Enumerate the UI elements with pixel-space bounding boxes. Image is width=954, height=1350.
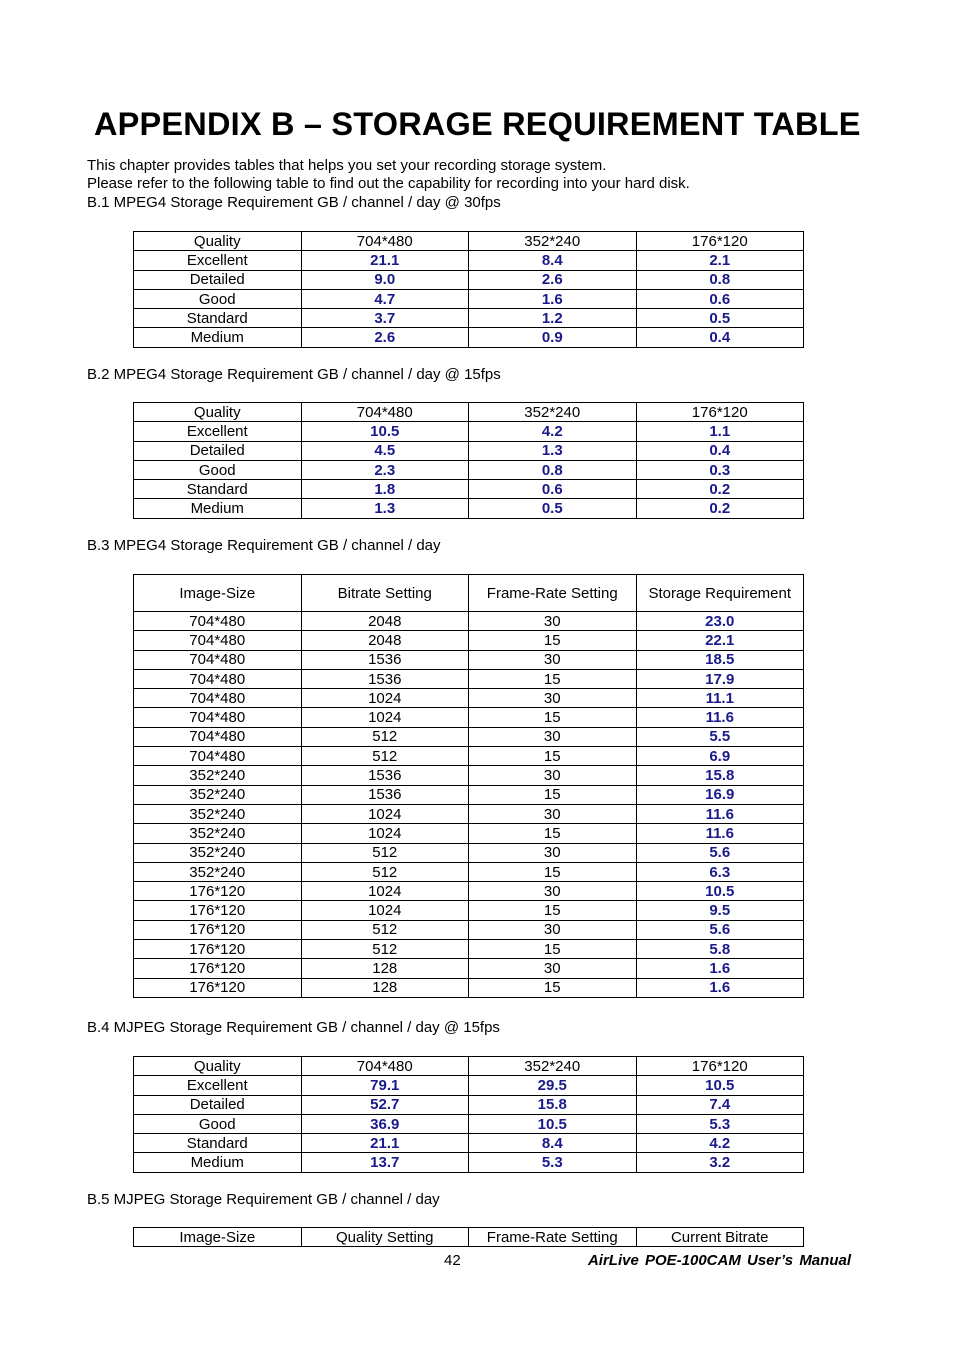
column-header: 704*480 [301, 232, 469, 251]
section-caption-b1: B.1 MPEG4 Storage Requirement GB / channel / day @ 30fps [87, 194, 501, 211]
value-cell: 21.1 [301, 251, 469, 270]
label-cell: Detailed [134, 1095, 302, 1114]
table-header-row [134, 403, 804, 422]
value-cell: 10.5 [636, 1076, 804, 1095]
value-cell: 0.5 [636, 309, 804, 328]
label-cell: Standard [134, 309, 302, 328]
intro-text [87, 157, 690, 194]
table-row [134, 804, 804, 823]
label-cell: 512 [301, 920, 469, 939]
value-cell: 1.6 [469, 289, 637, 308]
intro-line: This chapter provides tables that helps you set your recording storage system. [87, 157, 607, 174]
label-cell: Detailed [134, 441, 302, 460]
label-cell: 704*480 [134, 689, 302, 708]
page-number: 42 [444, 1252, 461, 1269]
value-cell: 79.1 [301, 1076, 469, 1095]
table-row [134, 441, 804, 460]
value-cell: 10.5 [469, 1114, 637, 1133]
intro-line: Please refer to the following table to find out the capability for recording into your hard disk. [87, 175, 690, 193]
value-cell: 10.5 [301, 422, 469, 441]
table-b4 [133, 1056, 804, 1173]
table-header-row [134, 575, 804, 612]
value-cell: 22.1 [636, 631, 804, 650]
label-cell: 176*120 [134, 920, 302, 939]
label-cell: 1024 [301, 901, 469, 920]
label-cell: 128 [301, 959, 469, 978]
label-cell: 704*480 [134, 669, 302, 688]
manual-title: AirLive POE-100CAM User’s Manual [587, 1252, 851, 1269]
table-row [134, 689, 804, 708]
column-header: Frame-Rate Setting [469, 575, 637, 612]
value-cell: 11.6 [636, 824, 804, 843]
value-cell: 3.7 [301, 309, 469, 328]
column-header: 176*120 [636, 1057, 804, 1076]
value-cell: 5.3 [636, 1114, 804, 1133]
label-cell: Excellent [134, 422, 302, 441]
label-cell: 1024 [301, 689, 469, 708]
label-cell: 15 [469, 747, 637, 766]
table-row [134, 1134, 804, 1153]
label-cell: 1536 [301, 669, 469, 688]
value-cell: 2.3 [301, 460, 469, 479]
value-cell: 0.4 [636, 441, 804, 460]
value-cell: 6.3 [636, 862, 804, 881]
value-cell: 0.8 [636, 270, 804, 289]
value-cell: 0.8 [469, 460, 637, 479]
label-cell: 1024 [301, 804, 469, 823]
table-row [134, 882, 804, 901]
label-cell: 512 [301, 862, 469, 881]
table-row [134, 785, 804, 804]
label-cell: 704*480 [134, 708, 302, 727]
label-cell: 704*480 [134, 612, 302, 631]
label-cell: 512 [301, 747, 469, 766]
column-header: 352*240 [469, 403, 637, 422]
section-caption-b5: B.5 MJPEG Storage Requirement GB / channel / day [87, 1191, 440, 1208]
table-row [134, 959, 804, 978]
label-cell: 2048 [301, 612, 469, 631]
column-header: Bitrate Setting [301, 575, 469, 612]
column-header: 704*480 [301, 403, 469, 422]
table-row [134, 251, 804, 270]
section-caption-b4: B.4 MJPEG Storage Requirement GB / channel / day @ 15fps [87, 1019, 500, 1036]
value-cell: 4.5 [301, 441, 469, 460]
label-cell: 1536 [301, 650, 469, 669]
table-row [134, 978, 804, 997]
table-b5 [133, 1227, 804, 1247]
table-row [134, 901, 804, 920]
label-cell: 176*120 [134, 882, 302, 901]
value-cell: 5.8 [636, 940, 804, 959]
value-cell: 3.2 [636, 1153, 804, 1172]
label-cell: 15 [469, 631, 637, 650]
value-cell: 7.4 [636, 1095, 804, 1114]
column-header: 176*120 [636, 403, 804, 422]
label-cell: 15 [469, 669, 637, 688]
label-cell: 1536 [301, 785, 469, 804]
label-cell: 15 [469, 708, 637, 727]
value-cell: 4.7 [301, 289, 469, 308]
table-b3 [133, 574, 804, 998]
label-cell: Good [134, 460, 302, 479]
label-cell: 30 [469, 882, 637, 901]
value-cell: 2.6 [301, 328, 469, 347]
value-cell: 11.6 [636, 804, 804, 823]
label-cell: 30 [469, 650, 637, 669]
value-cell: 0.6 [469, 480, 637, 499]
column-header: 352*240 [469, 232, 637, 251]
label-cell: 176*120 [134, 959, 302, 978]
label-cell: 176*120 [134, 901, 302, 920]
table-row [134, 270, 804, 289]
label-cell: 30 [469, 727, 637, 746]
table-row [134, 309, 804, 328]
label-cell: 30 [469, 689, 637, 708]
column-header: Image-Size [134, 575, 302, 612]
label-cell: 2048 [301, 631, 469, 650]
value-cell: 13.7 [301, 1153, 469, 1172]
value-cell: 1.8 [301, 480, 469, 499]
table-row [134, 460, 804, 479]
value-cell: 1.2 [469, 309, 637, 328]
value-cell: 0.3 [636, 460, 804, 479]
label-cell: Good [134, 289, 302, 308]
table-row [134, 1153, 804, 1172]
label-cell: Standard [134, 1134, 302, 1153]
value-cell: 5.6 [636, 920, 804, 939]
table-row [134, 843, 804, 862]
value-cell: 1.6 [636, 959, 804, 978]
table-header-row [134, 1057, 804, 1076]
value-cell: 18.5 [636, 650, 804, 669]
label-cell: Medium [134, 499, 302, 518]
value-cell: 16.9 [636, 785, 804, 804]
table-row [134, 612, 804, 631]
value-cell: 0.4 [636, 328, 804, 347]
value-cell: 0.5 [469, 499, 637, 518]
value-cell: 23.0 [636, 612, 804, 631]
value-cell: 6.9 [636, 747, 804, 766]
table-b2 [133, 402, 804, 519]
label-cell: 352*240 [134, 843, 302, 862]
table-row [134, 862, 804, 881]
column-header: Frame-Rate Setting [469, 1228, 637, 1247]
value-cell: 36.9 [301, 1114, 469, 1133]
table-row [134, 328, 804, 347]
label-cell: 352*240 [134, 766, 302, 785]
label-cell: 15 [469, 785, 637, 804]
value-cell: 2.6 [469, 270, 637, 289]
value-cell: 15.8 [469, 1095, 637, 1114]
value-cell: 1.3 [469, 441, 637, 460]
label-cell: 30 [469, 766, 637, 785]
label-cell: Medium [134, 328, 302, 347]
label-cell: 352*240 [134, 804, 302, 823]
section-caption-b2: B.2 MPEG4 Storage Requirement GB / channel / day @ 15fps [87, 366, 501, 383]
label-cell: 1024 [301, 882, 469, 901]
value-cell: 2.1 [636, 251, 804, 270]
column-header: Quality [134, 403, 302, 422]
label-cell: Medium [134, 1153, 302, 1172]
column-header: Quality [134, 1057, 302, 1076]
value-cell: 4.2 [636, 1134, 804, 1153]
table-row [134, 669, 804, 688]
value-cell: 8.4 [469, 251, 637, 270]
column-header: 176*120 [636, 232, 804, 251]
label-cell: 30 [469, 959, 637, 978]
table-row [134, 1114, 804, 1133]
table-row [134, 920, 804, 939]
table-row [134, 824, 804, 843]
table-row [134, 766, 804, 785]
label-cell: 15 [469, 901, 637, 920]
table-row [134, 747, 804, 766]
label-cell: 704*480 [134, 631, 302, 650]
label-cell: 15 [469, 978, 637, 997]
value-cell: 15.8 [636, 766, 804, 785]
value-cell: 4.2 [469, 422, 637, 441]
value-cell: 10.5 [636, 882, 804, 901]
table-row [134, 940, 804, 959]
label-cell: 1024 [301, 824, 469, 843]
label-cell: 1024 [301, 708, 469, 727]
table-row [134, 1076, 804, 1095]
value-cell: 17.9 [636, 669, 804, 688]
label-cell: 176*120 [134, 940, 302, 959]
value-cell: 5.6 [636, 843, 804, 862]
value-cell: 1.6 [636, 978, 804, 997]
value-cell: 21.1 [301, 1134, 469, 1153]
table-b1 [133, 231, 804, 348]
column-header: Image-Size [134, 1228, 302, 1247]
table-header-row [134, 232, 804, 251]
label-cell: 30 [469, 920, 637, 939]
table-row [134, 1095, 804, 1114]
table-header-row [134, 1228, 804, 1247]
label-cell: Excellent [134, 1076, 302, 1095]
label-cell: 352*240 [134, 862, 302, 881]
label-cell: 1536 [301, 766, 469, 785]
label-cell: 352*240 [134, 824, 302, 843]
label-cell: 15 [469, 862, 637, 881]
label-cell: 512 [301, 940, 469, 959]
label-cell: 15 [469, 940, 637, 959]
value-cell: 0.2 [636, 499, 804, 518]
label-cell: 704*480 [134, 650, 302, 669]
table-row [134, 480, 804, 499]
label-cell: 512 [301, 727, 469, 746]
label-cell: Excellent [134, 251, 302, 270]
label-cell: 15 [469, 824, 637, 843]
label-cell: 128 [301, 978, 469, 997]
value-cell: 1.1 [636, 422, 804, 441]
table-row [134, 650, 804, 669]
label-cell: 30 [469, 804, 637, 823]
value-cell: 9.5 [636, 901, 804, 920]
column-header: Storage Requirement [636, 575, 804, 612]
value-cell: 0.9 [469, 328, 637, 347]
value-cell: 52.7 [301, 1095, 469, 1114]
label-cell: 704*480 [134, 747, 302, 766]
column-header: Quality Setting [301, 1228, 469, 1247]
label-cell: 512 [301, 843, 469, 862]
label-cell: 704*480 [134, 727, 302, 746]
value-cell: 8.4 [469, 1134, 637, 1153]
column-header: 352*240 [469, 1057, 637, 1076]
page-title: APPENDIX B – STORAGE REQUIREMENT TABLE [94, 106, 861, 142]
value-cell: 5.3 [469, 1153, 637, 1172]
value-cell: 9.0 [301, 270, 469, 289]
label-cell: Standard [134, 480, 302, 499]
label-cell: Detailed [134, 270, 302, 289]
label-cell: Good [134, 1114, 302, 1133]
value-cell: 0.2 [636, 480, 804, 499]
label-cell: 176*120 [134, 978, 302, 997]
section-caption-b3: B.3 MPEG4 Storage Requirement GB / channel / day [87, 537, 441, 554]
label-cell: 352*240 [134, 785, 302, 804]
table-row [134, 727, 804, 746]
column-header: Current Bitrate [636, 1228, 804, 1247]
value-cell: 11.6 [636, 708, 804, 727]
column-header: 704*480 [301, 1057, 469, 1076]
label-cell: 30 [469, 843, 637, 862]
column-header: Quality [134, 232, 302, 251]
value-cell: 29.5 [469, 1076, 637, 1095]
table-row [134, 422, 804, 441]
label-cell: 30 [469, 612, 637, 631]
value-cell: 1.3 [301, 499, 469, 518]
table-row [134, 289, 804, 308]
table-row [134, 631, 804, 650]
value-cell: 5.5 [636, 727, 804, 746]
table-row [134, 499, 804, 518]
table-row [134, 708, 804, 727]
value-cell: 11.1 [636, 689, 804, 708]
value-cell: 0.6 [636, 289, 804, 308]
